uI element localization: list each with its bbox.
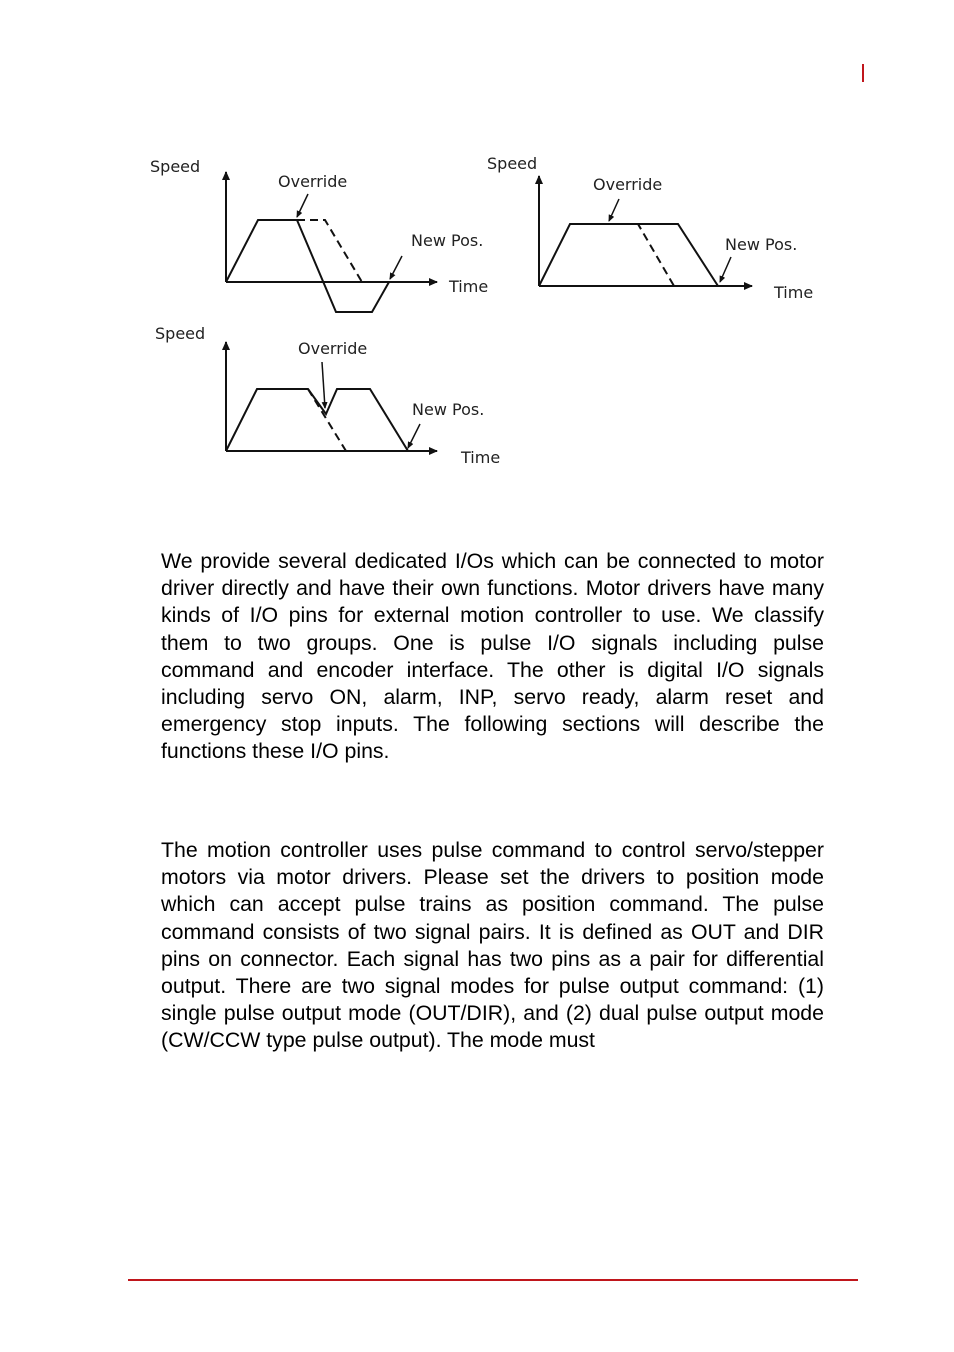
header-accent-mark — [862, 64, 864, 82]
panel-3-override-arrow — [322, 362, 325, 408]
figure-svg — [140, 150, 840, 480]
panel-1-new-pos-label: New Pos. — [411, 231, 484, 250]
panel-2-profile — [539, 224, 718, 286]
panel-2-override-arrow — [609, 199, 619, 221]
panel-2-original-profile — [610, 224, 674, 286]
panel-2-override-label: Override — [593, 175, 663, 194]
speed-override-figure — [140, 150, 840, 480]
paragraph-pulse-command: The motion controller uses pulse command to control servo/stepper motors via motor drivers. Please set the drivers to position mode which can accept pulse trains as position command. The pulse command consists of two signal pairs. It is defined as OUT and DIR pins on connector. Each signal has two pins as a pair for differential output. There are two signal modes for pulse output command: (1) single pulse output mode (OUT/DIR), and (2) dual pulse output mode (CW/CCW type pulse output). The mode must — [161, 838, 824, 1053]
panel-1-override-label: Override — [278, 172, 348, 191]
panel-1-speed-label: Speed — [150, 157, 201, 176]
panel-3-time-label: Time — [461, 448, 501, 467]
panel-1-time-label: Time — [449, 277, 489, 296]
footer-rule — [128, 1279, 858, 1281]
panel-3-speed-label: Speed — [155, 324, 206, 343]
panel-3-new-pos-label: New Pos. — [412, 400, 485, 419]
panel-1 — [150, 157, 488, 312]
paragraph-io-overview: We provide several dedicated I/Os which can be connected to motor driver directly and have their own functions. Motor drivers have many kinds of I/O pins for external motion controller to use. We classify them to two groups. One is pulse I/O signals including pulse command and encoder interface. The other is digital I/O signals including servo ON, alarm, INP, servo ready, alarm reset and emergency stop inputs. The following sections will describe the functions these I/O pins. — [161, 549, 824, 764]
panel-3-profile — [226, 389, 408, 451]
panel-3-override-label: Override — [298, 339, 368, 358]
panel-2 — [487, 154, 813, 302]
panel-3-new-pos-arrow — [408, 424, 420, 448]
panel-3 — [155, 324, 500, 467]
panel-2-speed-label: Speed — [487, 154, 538, 173]
panel-1-override-arrow — [297, 194, 308, 217]
panel-2-new-pos-label: New Pos. — [725, 235, 798, 254]
panel-1-original-profile — [297, 220, 362, 282]
panel-2-new-pos-arrow — [720, 257, 731, 282]
panel-1-new-pos-arrow — [390, 256, 402, 279]
panel-1-profile — [226, 220, 389, 312]
panel-2-time-label: Time — [774, 283, 814, 302]
